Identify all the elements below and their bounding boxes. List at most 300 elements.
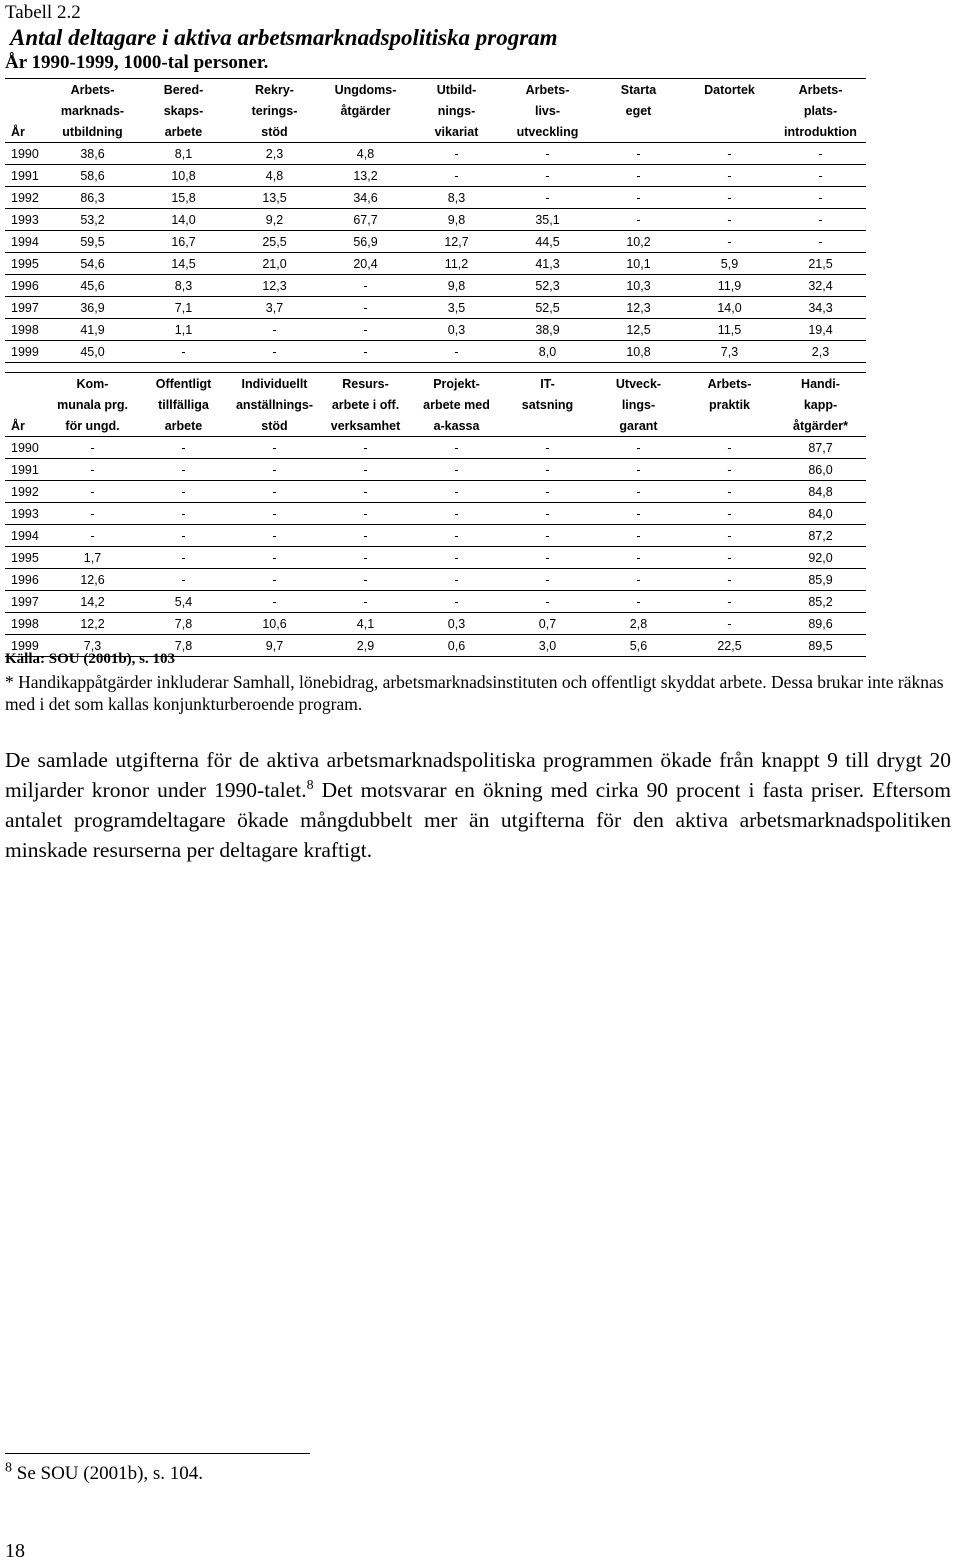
value-cell: 85,2 [775, 591, 866, 613]
value-cell: 25,5 [229, 231, 320, 253]
column-header-cell: Offentligt [155, 376, 212, 391]
value-cell: - [229, 481, 320, 503]
footnote [5, 1460, 204, 1485]
value-cell: 87,7 [775, 437, 866, 459]
header-row [5, 415, 866, 437]
header-row [5, 373, 866, 395]
value-cell: 86,0 [775, 459, 866, 481]
value-cell: 14,5 [138, 253, 229, 275]
column-header-cell: a-kassa [433, 418, 480, 433]
value-cell: - [593, 209, 684, 231]
value-cell: - [47, 437, 138, 459]
value-cell: 34,6 [320, 187, 411, 209]
column-header-cell: åtgärder* [793, 418, 848, 433]
value-cell: - [320, 319, 411, 341]
value-cell: 87,2 [775, 525, 866, 547]
table-row [5, 319, 866, 341]
value-cell: - [411, 437, 502, 459]
value-cell: 0,7 [502, 613, 593, 635]
value-cell: - [502, 569, 593, 591]
value-cell: 89,5 [775, 635, 866, 657]
value-cell: 45,0 [47, 341, 138, 363]
value-cell: 4,1 [320, 613, 411, 635]
value-cell: 10,6 [229, 613, 320, 635]
value-cell: - [684, 187, 775, 209]
value-cell: 84,8 [775, 481, 866, 503]
year-cell: 1993 [5, 209, 47, 231]
column-header-cell: garant [619, 418, 658, 433]
header-row [5, 121, 866, 143]
value-cell: - [593, 143, 684, 165]
year-cell: 1995 [5, 547, 47, 569]
value-cell: - [320, 341, 411, 363]
column-header-cell [502, 415, 593, 437]
value-cell: 34,3 [775, 297, 866, 319]
value-cell: 41,9 [47, 319, 138, 341]
column-header-cell: verksamhet [330, 418, 401, 433]
value-cell: - [593, 459, 684, 481]
value-cell: 11,5 [684, 319, 775, 341]
value-cell: 15,8 [138, 187, 229, 209]
value-cell: - [138, 569, 229, 591]
column-header-cell: Resurs- [342, 376, 389, 391]
table-title: Antal deltagare i aktiva arbetsmarknadspolitiska program [10, 25, 558, 50]
table-row [5, 275, 866, 297]
value-cell: - [775, 165, 866, 187]
value-cell: - [684, 165, 775, 187]
value-cell: - [320, 459, 411, 481]
value-cell: - [502, 481, 593, 503]
value-cell: 85,9 [775, 569, 866, 591]
value-cell: - [684, 481, 775, 503]
asterisk-note: * Handikappåtgärder inkluderar Samhall, lönebidrag, arbetsmarknadsinstituten och offentligt skyddat arbete. Dessa brukar inte räknas med i det som kallas konjunkturberoende program. [5, 672, 944, 714]
value-cell: 54,6 [47, 253, 138, 275]
value-cell: - [138, 525, 229, 547]
value-cell: 3,0 [502, 635, 593, 657]
value-cell: 9,7 [229, 635, 320, 657]
year-header-cell: År [11, 418, 25, 433]
table-row [5, 231, 866, 253]
value-cell: 41,3 [502, 253, 593, 275]
year-header-cell: År [11, 124, 25, 139]
body-text-part1: De samlade utgifterna för de aktiva arbetsmarknadspolitiska programmen ökade från knappt 9 till drygt 20 miljarder kronor under 1990-talet. [5, 748, 951, 802]
value-cell: - [47, 503, 138, 525]
column-header-cell: utbildning [62, 124, 123, 139]
table-row [5, 503, 866, 525]
value-cell: 44,5 [502, 231, 593, 253]
year-cell: 1994 [5, 231, 47, 253]
value-cell: 5,6 [593, 635, 684, 657]
value-cell: - [138, 481, 229, 503]
year-cell: 1990 [5, 437, 47, 459]
value-cell: 21,5 [775, 253, 866, 275]
value-cell: 52,3 [502, 275, 593, 297]
table-row [5, 437, 866, 459]
value-cell: 59,5 [47, 231, 138, 253]
value-cell: 10,1 [593, 253, 684, 275]
value-cell: 2,8 [593, 613, 684, 635]
value-cell: - [502, 525, 593, 547]
value-cell: - [502, 437, 593, 459]
value-cell: - [47, 459, 138, 481]
column-header-cell: arbete med [423, 397, 490, 412]
value-cell: 13,5 [229, 187, 320, 209]
value-cell: 2,3 [229, 143, 320, 165]
value-cell: 0,3 [411, 319, 502, 341]
value-cell: 56,9 [320, 231, 411, 253]
header-row [5, 394, 866, 415]
year-cell: 1991 [5, 165, 47, 187]
column-header-cell: Arbets- [525, 82, 570, 97]
value-cell: 10,8 [593, 341, 684, 363]
table-row [5, 613, 866, 635]
footnote-text: Se SOU (2001b), s. 104. [12, 1463, 204, 1484]
value-cell: - [593, 187, 684, 209]
value-cell: - [229, 319, 320, 341]
column-header-cell: utveckling [516, 124, 579, 139]
value-cell: 1,7 [47, 547, 138, 569]
footnote-divider [5, 1453, 310, 1454]
value-cell: 12,6 [47, 569, 138, 591]
table-row [5, 341, 866, 363]
value-cell: 5,9 [684, 253, 775, 275]
value-cell: 86,3 [47, 187, 138, 209]
table-row [5, 143, 866, 165]
value-cell: 12,2 [47, 613, 138, 635]
value-cell: 11,9 [684, 275, 775, 297]
value-cell: - [320, 525, 411, 547]
table-row [5, 481, 866, 503]
value-cell: - [229, 437, 320, 459]
value-cell: 14,0 [684, 297, 775, 319]
table-row [5, 253, 866, 275]
value-cell: 8,0 [502, 341, 593, 363]
value-cell: 8,3 [138, 275, 229, 297]
value-cell: - [320, 437, 411, 459]
value-cell: 4,8 [229, 165, 320, 187]
value-cell: - [775, 231, 866, 253]
value-cell: 10,2 [593, 231, 684, 253]
value-cell: - [593, 481, 684, 503]
column-header-cell: Handi- [801, 376, 840, 391]
table-row [5, 569, 866, 591]
value-cell: 1,1 [138, 319, 229, 341]
value-cell: - [320, 569, 411, 591]
value-cell: 7,1 [138, 297, 229, 319]
column-header-cell: för ungd. [65, 418, 120, 433]
column-header-cell [593, 121, 684, 143]
value-cell: - [47, 481, 138, 503]
value-cell: - [229, 591, 320, 613]
column-header-cell: Arbets- [70, 82, 115, 97]
column-header-cell: terings- [251, 103, 298, 118]
value-cell: - [320, 297, 411, 319]
value-cell: - [229, 547, 320, 569]
column-header-cell: satsning [521, 397, 574, 412]
year-cell: 1997 [5, 297, 47, 319]
table-row [5, 209, 866, 231]
table-row [5, 297, 866, 319]
value-cell: - [138, 503, 229, 525]
column-header-cell: lings- [621, 397, 656, 412]
value-cell: 84,0 [775, 503, 866, 525]
value-cell: - [684, 231, 775, 253]
column-header-cell: praktik [709, 397, 750, 412]
column-header-cell [684, 100, 775, 121]
column-header-cell: plats- [803, 103, 838, 118]
column-header-cell: stöd [261, 418, 288, 433]
value-cell: 11,2 [411, 253, 502, 275]
header-row [5, 100, 866, 121]
year-cell: 1992 [5, 187, 47, 209]
column-header-cell: introduktion [784, 124, 857, 139]
column-header-cell: Rekry- [255, 82, 294, 97]
value-cell: 12,7 [411, 231, 502, 253]
value-cell: - [138, 459, 229, 481]
value-cell: - [684, 547, 775, 569]
column-header-cell: Datortek [704, 82, 755, 97]
value-cell: 38,9 [502, 319, 593, 341]
column-header-cell: Utveck- [615, 376, 662, 391]
value-cell: 5,4 [138, 591, 229, 613]
column-header-cell: kapp- [803, 397, 838, 412]
column-header-cell: livs- [534, 103, 560, 118]
column-header-cell: arbete [164, 418, 203, 433]
value-cell: - [411, 165, 502, 187]
table1-body [5, 143, 866, 363]
value-cell: 32,4 [775, 275, 866, 297]
value-cell: - [684, 613, 775, 635]
value-cell: - [320, 547, 411, 569]
value-cell: 12,3 [593, 297, 684, 319]
column-header-cell: IT- [540, 376, 555, 391]
value-cell: - [593, 437, 684, 459]
value-cell: - [411, 143, 502, 165]
value-cell: - [775, 143, 866, 165]
year-header-cell [5, 373, 47, 395]
table-row [5, 547, 866, 569]
value-cell: - [138, 547, 229, 569]
value-cell: 53,2 [47, 209, 138, 231]
value-cell: 9,8 [411, 275, 502, 297]
year-cell: 1996 [5, 275, 47, 297]
column-header-cell: Ungdoms- [334, 82, 397, 97]
footnote-reference: 8 [306, 777, 314, 793]
value-cell: 52,5 [502, 297, 593, 319]
value-cell: 8,3 [411, 187, 502, 209]
year-cell: 1998 [5, 319, 47, 341]
value-cell: 13,2 [320, 165, 411, 187]
body-paragraph [5, 745, 951, 865]
column-header-cell: tillfälliga [158, 397, 209, 412]
column-header-cell: eget [625, 103, 652, 118]
value-cell: 8,1 [138, 143, 229, 165]
value-cell: 4,8 [320, 143, 411, 165]
year-cell: 1995 [5, 253, 47, 275]
column-header-cell: Kom- [76, 376, 109, 391]
value-cell: 16,7 [138, 231, 229, 253]
value-cell: - [229, 341, 320, 363]
table2-header [5, 373, 866, 437]
year-cell: 1990 [5, 143, 47, 165]
body-text-part2: Det motsvarar en ökning med cirka 90 procent i fasta priser. Eftersom antalet programdeltagare ökade mångdubbelt mer än utgifterna för den aktiva arbetsmarknadspolitiken minskade resurserna per deltagare kraftigt. [5, 778, 951, 862]
value-cell: - [138, 437, 229, 459]
participants-table-1 [5, 78, 866, 363]
value-cell: 10,3 [593, 275, 684, 297]
value-cell: 10,8 [138, 165, 229, 187]
value-cell: - [502, 503, 593, 525]
value-cell: 7,8 [138, 635, 229, 657]
value-cell: 7,3 [47, 635, 138, 657]
value-cell: - [684, 437, 775, 459]
value-cell: 35,1 [502, 209, 593, 231]
value-cell: - [502, 459, 593, 481]
table-label: Tabell 2.2 [5, 2, 81, 23]
value-cell: - [593, 503, 684, 525]
column-header-cell: Individuellt [241, 376, 308, 391]
value-cell: - [320, 275, 411, 297]
value-cell: - [684, 143, 775, 165]
table-row [5, 525, 866, 547]
value-cell: - [775, 209, 866, 231]
year-header-cell [5, 79, 47, 101]
year-header-cell [5, 100, 47, 121]
value-cell: 38,6 [47, 143, 138, 165]
table2-body [5, 437, 866, 657]
value-cell: 36,9 [47, 297, 138, 319]
value-cell: 45,6 [47, 275, 138, 297]
column-header-cell: anställnings- [235, 397, 314, 412]
table-row [5, 165, 866, 187]
value-cell: - [684, 591, 775, 613]
column-header-cell: arbete i off. [331, 397, 400, 412]
value-cell: - [593, 165, 684, 187]
value-cell: 0,3 [411, 613, 502, 635]
year-cell: 1999 [5, 635, 47, 657]
source-note: Källa: SOU (2001b), s. 103 [5, 651, 176, 667]
column-header-cell: Arbets- [707, 376, 752, 391]
value-cell: - [411, 341, 502, 363]
value-cell: - [320, 481, 411, 503]
column-header-cell: vikariat [434, 124, 479, 139]
value-cell: 67,7 [320, 209, 411, 231]
column-header-cell: stöd [261, 124, 288, 139]
value-cell: - [593, 525, 684, 547]
year-cell: 1998 [5, 613, 47, 635]
table-row [5, 187, 866, 209]
year-header-cell [5, 394, 47, 415]
value-cell: 3,5 [411, 297, 502, 319]
year-cell: 1992 [5, 481, 47, 503]
value-cell: 92,0 [775, 547, 866, 569]
header-row [5, 79, 866, 101]
value-cell: - [411, 503, 502, 525]
year-cell: 1991 [5, 459, 47, 481]
table1-header [5, 79, 866, 143]
value-cell: 22,5 [684, 635, 775, 657]
value-cell: - [684, 569, 775, 591]
value-cell: - [411, 547, 502, 569]
column-header-cell [684, 121, 775, 143]
value-cell: - [320, 503, 411, 525]
column-header-cell: Bered- [163, 82, 204, 97]
page-number: 18 [5, 1540, 25, 1562]
value-cell: 0,6 [411, 635, 502, 657]
value-cell: - [411, 591, 502, 613]
footnote-number: 8 [5, 1460, 12, 1476]
column-header-cell: åtgärder [340, 103, 391, 118]
value-cell: - [229, 525, 320, 547]
value-cell: - [229, 569, 320, 591]
value-cell: - [775, 187, 866, 209]
value-cell: 9,8 [411, 209, 502, 231]
value-cell: 2,9 [320, 635, 411, 657]
value-cell: - [593, 547, 684, 569]
value-cell: 7,8 [138, 613, 229, 635]
table-subtitle: År 1990-1999, 1000-tal personer. [5, 52, 269, 73]
value-cell: - [229, 459, 320, 481]
value-cell: 20,4 [320, 253, 411, 275]
value-cell: - [684, 459, 775, 481]
value-cell: - [502, 165, 593, 187]
column-header-cell: munala prg. [57, 397, 128, 412]
value-cell: - [593, 569, 684, 591]
year-cell: 1999 [5, 341, 47, 363]
value-cell: 14,2 [47, 591, 138, 613]
column-header-cell [320, 121, 411, 143]
value-cell: 14,0 [138, 209, 229, 231]
participants-table-2 [5, 372, 866, 657]
value-cell: - [411, 569, 502, 591]
year-cell: 1996 [5, 569, 47, 591]
value-cell: - [684, 503, 775, 525]
column-header-cell: Arbets- [798, 82, 843, 97]
year-cell: 1997 [5, 591, 47, 613]
value-cell: 21,0 [229, 253, 320, 275]
value-cell: 7,3 [684, 341, 775, 363]
value-cell: - [502, 143, 593, 165]
value-cell: 12,3 [229, 275, 320, 297]
value-cell: 19,4 [775, 319, 866, 341]
value-cell: - [502, 187, 593, 209]
column-header-cell: marknads- [60, 103, 125, 118]
value-cell: - [411, 525, 502, 547]
table-row [5, 459, 866, 481]
value-cell: 58,6 [47, 165, 138, 187]
value-cell: 9,2 [229, 209, 320, 231]
value-cell: - [684, 525, 775, 547]
column-header-cell [684, 415, 775, 437]
value-cell: - [411, 481, 502, 503]
value-cell: 12,5 [593, 319, 684, 341]
column-header-cell: arbete [164, 124, 203, 139]
year-cell: 1994 [5, 525, 47, 547]
value-cell: - [138, 341, 229, 363]
value-cell: - [684, 209, 775, 231]
column-header-cell: nings- [437, 103, 476, 118]
column-header-cell: Starta [620, 82, 657, 97]
value-cell: - [593, 591, 684, 613]
value-cell: - [47, 525, 138, 547]
value-cell: 2,3 [775, 341, 866, 363]
column-header-cell: skaps- [163, 103, 204, 118]
table-row [5, 591, 866, 613]
year-cell: 1993 [5, 503, 47, 525]
column-header-cell: Utbild- [436, 82, 477, 97]
value-cell: - [411, 459, 502, 481]
value-cell: 89,6 [775, 613, 866, 635]
value-cell: 3,7 [229, 297, 320, 319]
